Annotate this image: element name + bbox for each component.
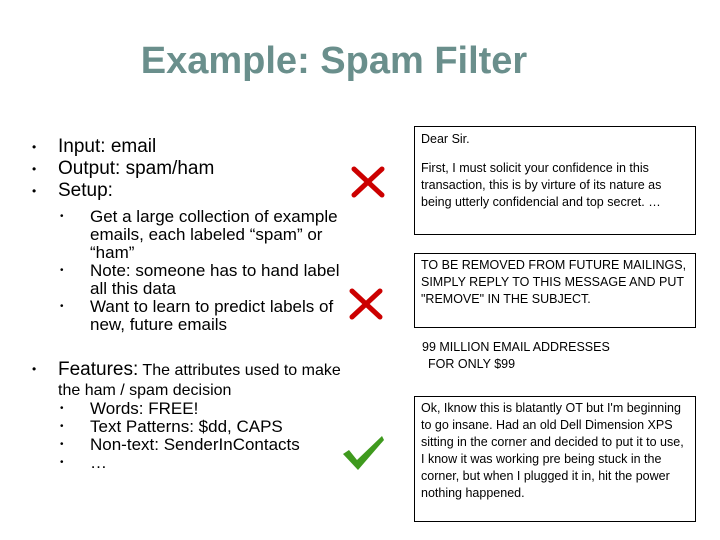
- sub-bullet: [32, 208, 352, 262]
- bullet-dot-icon: •: [60, 439, 64, 450]
- email-spam-1: [414, 126, 696, 235]
- cross-icon: [348, 287, 384, 321]
- check-icon: [340, 432, 386, 472]
- email-ham: [414, 396, 696, 522]
- email-extra-line: FOR ONLY $99: [428, 357, 516, 371]
- email-extra-line: 99 MILLION EMAIL ADDRESSES: [422, 340, 610, 354]
- sub-bullet: [32, 454, 352, 472]
- features-description: The attributes used to make the ham / spam decision: [58, 362, 341, 399]
- bullet-text: …: [90, 453, 107, 472]
- email-body: TO BE REMOVED FROM FUTURE MAILINGS, SIMPLY REPLY TO THIS MESSAGE AND PUT "REMOVE" IN THE SUBJECT.: [421, 258, 687, 306]
- bullet-text: Non-text: SenderInContacts: [90, 435, 300, 454]
- email-body: First, I must solicit your confidence in this transaction, this is by virture of its nature as being utterly confidencial and top secret. …: [421, 161, 662, 209]
- slide-title: Example: Spam Filter: [140, 40, 528, 82]
- bullet-dot-icon: •: [32, 184, 37, 198]
- bullet-dot-icon: •: [60, 457, 64, 468]
- bullet-dot-icon: •: [60, 421, 64, 432]
- email-body: Ok, Iknow this is blatantly OT but I'm beginning to go insane. Had an old Dell Dimension XPS sitting in the corner and decided to put it to use, I know it was working pre being stuck in the corner, but when I plugged it in, hit the power nothing happened.: [421, 401, 684, 500]
- sub-bullet: [32, 262, 352, 298]
- bullet-dot-icon: •: [32, 362, 37, 376]
- bullet-text: Setup:: [58, 180, 113, 201]
- bullet-dot-icon: •: [60, 265, 64, 276]
- bullet-text: Text Patterns: $dd, CAPS: [90, 417, 283, 436]
- bullet-text: Features:: [58, 359, 139, 380]
- bullet-text: Words: FREE!: [90, 399, 199, 418]
- bullet-dot-icon: •: [60, 301, 64, 312]
- bullet-dot-icon: •: [32, 140, 37, 154]
- bullet-output: [32, 158, 352, 180]
- bullet-text: Want to learn to predict labels of new, future emails: [90, 297, 334, 334]
- bullet-text: Output: spam/ham: [58, 158, 215, 179]
- email-spam-2-extra: [422, 339, 692, 373]
- sub-bullet: [32, 436, 352, 454]
- bullet-text: Note: someone has to hand label all this data: [90, 261, 340, 298]
- email-spam-2: [414, 253, 696, 328]
- bullet-text: Input: email: [58, 136, 157, 157]
- bullet-text: Get a large collection of example emails, each labeled “spam” or “ham”: [90, 207, 338, 262]
- bullet-input: [32, 136, 352, 158]
- bullet-dot-icon: •: [60, 211, 64, 222]
- sub-bullet: [32, 400, 352, 418]
- email-salutation: Dear Sir.: [421, 132, 470, 146]
- bullet-dot-icon: •: [60, 403, 64, 414]
- sub-bullet: [32, 298, 352, 334]
- sub-bullet: [32, 418, 352, 436]
- bullet-list: [32, 136, 352, 472]
- bullet-features: [32, 360, 352, 400]
- bullet-dot-icon: •: [32, 162, 37, 176]
- cross-icon: [350, 165, 386, 199]
- bullet-setup: [32, 180, 352, 202]
